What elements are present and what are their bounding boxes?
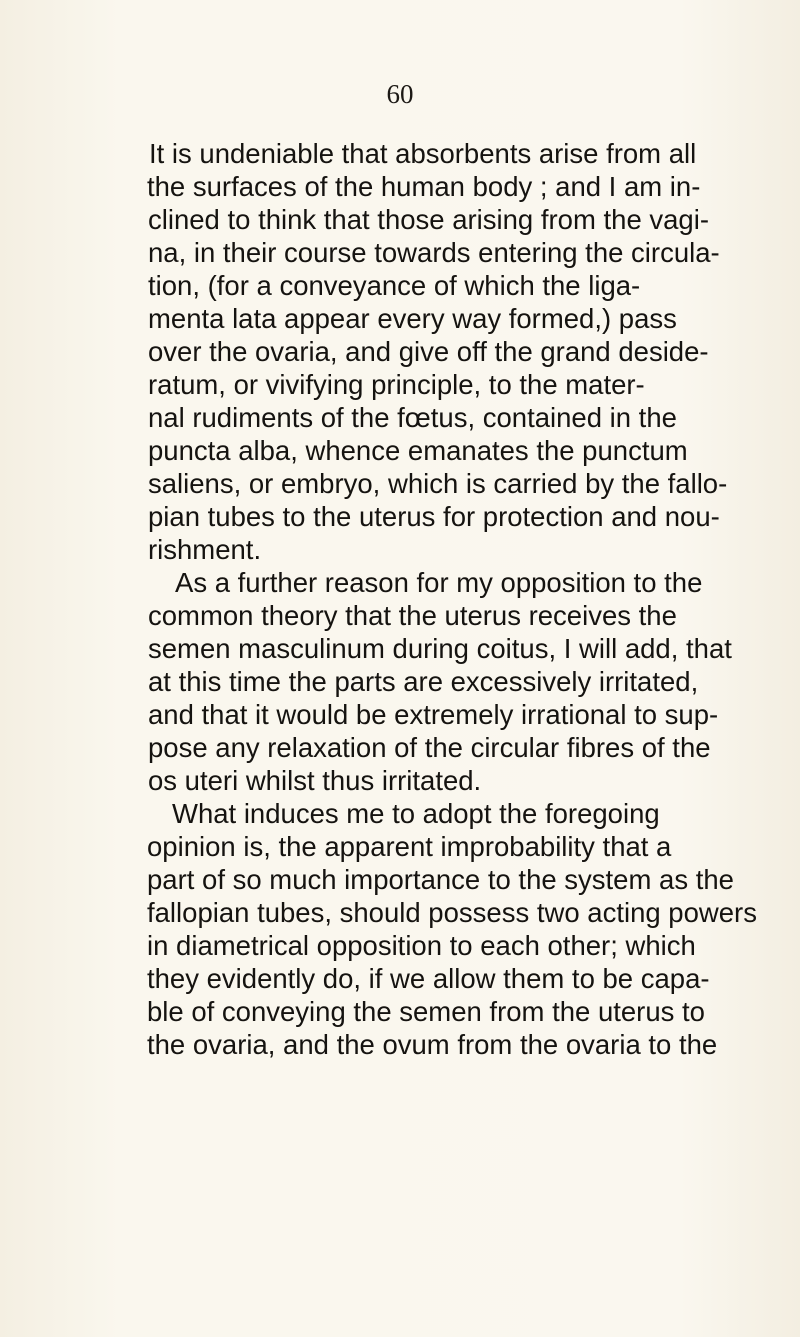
- text-line: pose any relaxation of the circular fibres of the: [148, 732, 711, 763]
- text-line: at this time the parts are excessively irritated,: [148, 666, 699, 697]
- text-line: part of so much importance to the system as the: [147, 864, 734, 895]
- page-number: 60: [386, 79, 414, 109]
- text-line: clined to think that those arising from the vagi-: [148, 204, 709, 235]
- text-line: saliens, or embryo, which is carried by the fallo-: [148, 468, 728, 499]
- text-line: tion, (for a conveyance of which the liga-: [148, 270, 641, 301]
- text-line: pian tubes to the uterus for protection and nou-: [148, 501, 720, 532]
- text-line: menta lata appear every way formed,) pass: [148, 303, 677, 334]
- text-line: What induces me to adopt the foregoing: [172, 798, 660, 829]
- text-line: semen masculinum during coitus, I will add, that: [148, 633, 732, 664]
- text-line: opinion is, the apparent improbability that a: [147, 831, 672, 862]
- text-line: As a further reason for my opposition to the: [175, 567, 703, 598]
- text-line: os uteri whilst thus irritated.: [148, 765, 482, 796]
- text-line: puncta alba, whence emanates the punctum: [148, 435, 688, 466]
- text-line: It is undeniable that absorbents arise from all: [149, 138, 697, 169]
- text-line: common theory that the uterus receives the: [148, 600, 677, 631]
- text-line: fallopian tubes, should possess two acting powers: [147, 897, 757, 928]
- text-line: they evidently do, if we allow them to be capa-: [147, 963, 710, 994]
- text-line: over the ovaria, and give off the grand deside-: [148, 336, 709, 367]
- text-line: and that it would be extremely irrational to sup-: [148, 699, 719, 730]
- text-line: in diametrical opposition to each other; which: [147, 930, 696, 961]
- text-line: nal rudiments of the fœtus, contained in the: [148, 402, 677, 433]
- text-line: ble of conveying the semen from the uterus to: [147, 996, 705, 1027]
- text-line: the ovaria, and the ovum from the ovaria to the: [147, 1029, 718, 1060]
- text-line: rishment.: [148, 534, 262, 565]
- text-line: na, in their course towards entering the circula-: [148, 237, 720, 268]
- text-line: ratum, or vivifying principle, to the mater-: [148, 369, 645, 400]
- text-line: the surfaces of the human body ; and I am in-: [147, 171, 701, 202]
